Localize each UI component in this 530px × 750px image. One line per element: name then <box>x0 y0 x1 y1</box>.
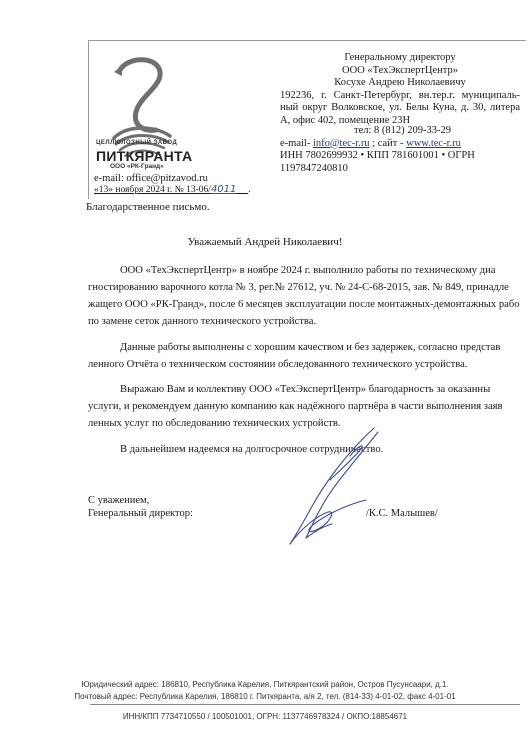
signer-name: /К.С. Малышев/ <box>366 508 438 519</box>
signature-image <box>270 420 400 550</box>
body-line: Данные работы выполнены с хорошим качеством и без задержек, согласно представ <box>120 342 501 353</box>
ref-date: «13» ноября 2024 г. № <box>94 185 187 195</box>
body-line: по замене сеток данного технического устройства. <box>88 316 317 327</box>
footer-legal-address: Юридический адрес: 186810, Республика Карелия, Питкярантский район, Остров Пусунсаари, д.1. <box>81 680 449 689</box>
body-line: ООО «ТехЭкспертЦентр» в ноябре 2024 г. выполнило работы по техническому диа <box>120 265 496 276</box>
closing-position: Генеральный директор: <box>88 508 193 519</box>
recipient-block <box>280 52 520 127</box>
body-line: Выражаю Вам и коллективу ООО «ТехЭкспертЦентр» благодарность за оказанны <box>120 384 491 395</box>
sender-email: e-mail: office@pitzavod.ru <box>94 173 208 184</box>
greeting: Уважаемый Андрей Николаевич! <box>187 236 343 248</box>
footer-codes: ИНН/КПП 7734710550 / 100501001, ОГРН: 1137746978324 / ОКПО:18854671 <box>122 712 408 721</box>
closing-regards: С уважением, <box>88 495 150 506</box>
logo-legal-name: ООО «РК-Гранд» <box>110 163 164 170</box>
recipient-email-line <box>280 138 525 151</box>
ref-handwritten-number: 4011 <box>210 184 237 195</box>
footer-postal-address: Почтовый адрес: Республика Карелия, 186810 г. Питкяранта, а/я 2, тел. (814-33) 4-01-02, факс 4-01-01 <box>74 692 456 701</box>
letter-title: Благодарственное письмо. <box>86 201 210 213</box>
footer-divider <box>90 704 520 705</box>
letter-reference: «13» ноября 2024 г. № 13-06/4011 . <box>94 184 251 195</box>
body-line: ленного Отчёта о техническом состоянии обследованного технического устройства. <box>88 359 468 370</box>
recipient-contacts <box>280 125 525 175</box>
body-line: В дальнейшем надеемся на долгосрочное сотрудничество. <box>120 444 384 455</box>
body-line: жащего ООО «РК-Гранд», после 6 месяцев эксплуатации после монтажных-демонтажных рабо <box>88 299 520 310</box>
ref-number: 13-06/ <box>186 185 211 195</box>
email-label: e-mail- <box>280 137 313 149</box>
recipient-requisites: ИНН 7802699932 • КПП 781601001 • ОГРН 1197847240810 <box>280 150 475 174</box>
recipient-phone: тел: 8 (812) 209-33-29 <box>353 125 452 136</box>
recipient-name: Косухе Андрею Николаевичу <box>334 77 466 88</box>
body-line: услуги, и рекомендуем данную компанию как надёжного партнёра в части выполнения заяв <box>88 401 503 412</box>
site-label: ; сайт - <box>369 137 407 149</box>
recipient-email-link[interactable]: info@tec-r.ru <box>312 137 370 149</box>
closing-block <box>88 494 193 520</box>
logo-company-name: ПИТКЯРАНТА <box>96 148 193 164</box>
recipient-address: 192236, г. Санкт-Петербург, вн.тер.г. муниципаль-ный округ Волковское, ул. Белы Куна, д. 30, литера А, офис 402, помещение 23Н <box>280 89 520 126</box>
body-line: ленных услуг по обследованию технических устройств. <box>88 418 341 429</box>
recipient-company: ООО «ТехЭкспертЦентр» <box>342 64 458 76</box>
recipient-site-link[interactable]: www.tec-r.ru <box>406 137 461 149</box>
logo-subtitle: ЦЕЛЛЮЛОЗНЫЙ ЗАВОД <box>96 140 178 146</box>
body-line: гностированию варочного котла № 3, рег.№ 27612, уч. № 24-С-68-2015, зав. № 849, принадле <box>88 282 509 293</box>
recipient-position: Генеральному директору <box>344 52 456 63</box>
